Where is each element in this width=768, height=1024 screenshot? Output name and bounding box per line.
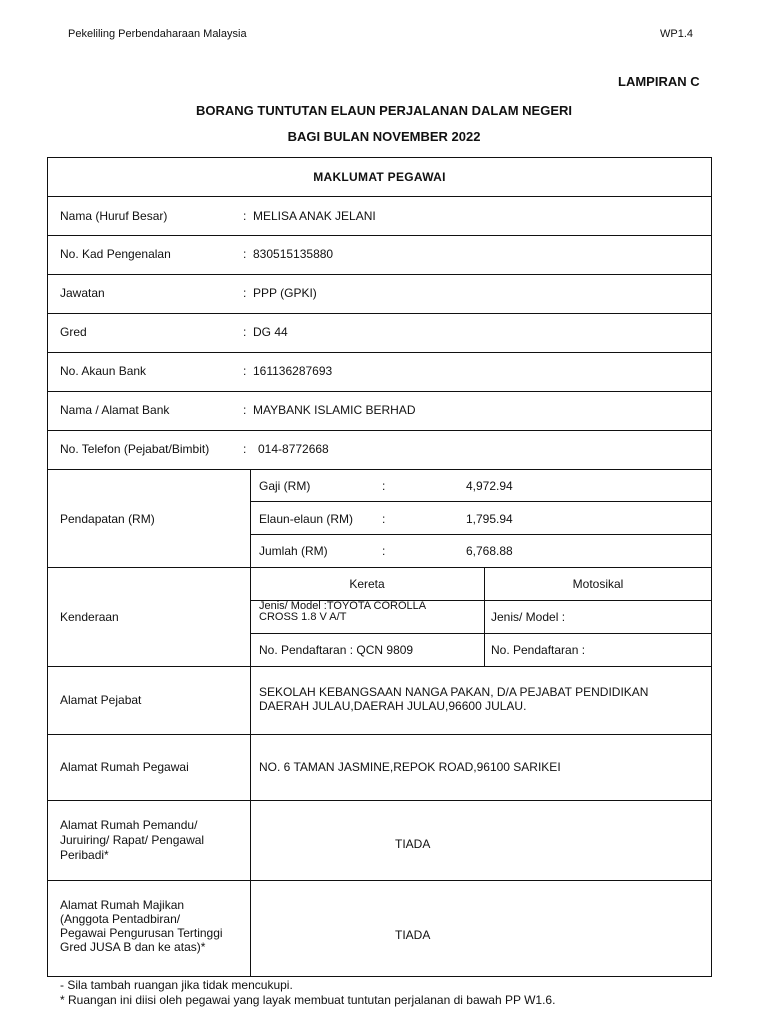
row-divider (47, 734, 712, 735)
salary-label: Gaji (RM) (259, 479, 311, 493)
salary-value: 4,972.94 (466, 479, 513, 493)
salary-colon: : (382, 479, 386, 493)
driver-address-label-line2: Juruiring/ Rapat/ Pengawal (60, 833, 205, 847)
ic-number-colon: : (243, 247, 247, 261)
name-label: Nama (Huruf Besar) (60, 209, 168, 223)
employer-address-value: TIADA (395, 928, 431, 942)
driver-address-label-line1: Alamat Rumah Pemandu/ (60, 818, 198, 832)
row-divider (47, 313, 712, 314)
motorcycle-model: Jenis/ Model : (491, 610, 566, 624)
form-title: BORANG TUNTUTAN ELAUN PERJALANAN DALAM NEGERI (195, 103, 573, 118)
row-divider (47, 430, 712, 431)
ic-number-label: No. Kad Pengenalan (60, 247, 171, 261)
form-subtitle: BAGI BULAN NOVEMBER 2022 (287, 129, 481, 144)
phone-value: 014-8772668 (258, 442, 329, 456)
section-title: MAKLUMAT PEGAWAI (313, 170, 446, 184)
row-divider (47, 235, 712, 236)
home-address-label: Alamat Rumah Pegawai (60, 760, 189, 774)
row-divider (250, 534, 712, 535)
driver-address-label-line3: Peribadi* (60, 848, 109, 862)
allowance-label: Elaun-elaun (RM) (259, 512, 354, 526)
car-header: Kereta (349, 577, 385, 591)
bank-account-label: No. Akaun Bank (60, 364, 147, 378)
grade-colon: : (243, 325, 247, 339)
employer-address-label-line4: Gred JUSA B dan ke atas)* (60, 940, 206, 954)
row-divider (47, 391, 712, 392)
car-registration: No. Pendaftaran : QCN 9809 (259, 643, 414, 657)
motorcycle-header: Motosikal (572, 577, 624, 591)
grade-value: DG 44 (253, 325, 288, 339)
position-value: PPP (GPKI) (253, 286, 317, 300)
employer-address-label-line3: Pegawai Pengurusan Tertinggi (60, 926, 223, 940)
appendix-label: LAMPIRAN C (618, 74, 700, 89)
row-divider (47, 352, 712, 353)
vehicle-label: Kenderaan (60, 610, 119, 624)
employer-address-label-line1: Alamat Rumah Majikan (60, 898, 185, 912)
income-label: Pendapatan (RM) (60, 512, 155, 526)
row-divider (47, 800, 712, 801)
row-divider (47, 196, 712, 197)
office-address-line2: DAERAH JULAU,DAERAH JULAU,96600 JULAU. (259, 699, 527, 713)
car-model-line1: Jenis/ Model :TOYOTA COROLLA (259, 600, 427, 612)
total-value: 6,768.88 (466, 544, 513, 558)
row-divider (47, 274, 712, 275)
row-divider (47, 567, 712, 568)
motorcycle-registration: No. Pendaftaran : (491, 643, 586, 657)
grade-label: Gred (60, 325, 87, 339)
column-divider (250, 469, 251, 977)
car-model-line2: CROSS 1.8 V A/T (259, 611, 347, 623)
row-divider (47, 666, 712, 667)
allowance-value: 1,795.94 (466, 512, 513, 526)
position-label: Jawatan (60, 286, 105, 300)
driver-address-value: TIADA (395, 837, 431, 851)
employer-address-label-line2: (Anggota Pentadbiran/ (60, 912, 181, 926)
office-address-label: Alamat Pejabat (60, 693, 142, 707)
total-colon: : (382, 544, 386, 558)
office-address-line1: SEKOLAH KEBANGSAAN NANGA PAKAN, D/A PEJABAT PENDIDIKAN (259, 685, 649, 699)
footnote-eligibility: * Ruangan ini diisi oleh pegawai yang layak membuat tuntutan perjalanan di bawah PP W1.6. (60, 993, 556, 1007)
footnote-add-rows: - Sila tambah ruangan jika tidak mencukupi. (60, 978, 293, 992)
ic-number-value: 830515135880 (253, 247, 334, 261)
bank-name-colon: : (243, 403, 247, 417)
row-divider (250, 633, 712, 634)
phone-label: No. Telefon (Pejabat/Bimbit) (60, 442, 210, 456)
name-value: MELISA ANAK JELANI (253, 209, 376, 223)
bank-name-label: Nama / Alamat Bank (60, 403, 170, 417)
total-label: Jumlah (RM) (259, 544, 328, 558)
row-divider (250, 501, 712, 502)
document-series-label: Pekeliling Perbendaharaan Malaysia (68, 28, 247, 40)
position-colon: : (243, 286, 247, 300)
bank-account-value: 161136287693 (253, 364, 333, 378)
bank-account-colon: : (243, 364, 247, 378)
allowance-colon: : (382, 512, 386, 526)
phone-colon: : (243, 442, 247, 456)
home-address-value: NO. 6 TAMAN JASMINE,REPOK ROAD,96100 SARIKEI (259, 760, 561, 774)
bank-name-value: MAYBANK ISLAMIC BERHAD (253, 403, 416, 417)
row-divider (47, 469, 712, 470)
row-divider (47, 880, 712, 881)
name-colon: : (243, 209, 247, 223)
document-code: WP1.4 (660, 28, 694, 40)
